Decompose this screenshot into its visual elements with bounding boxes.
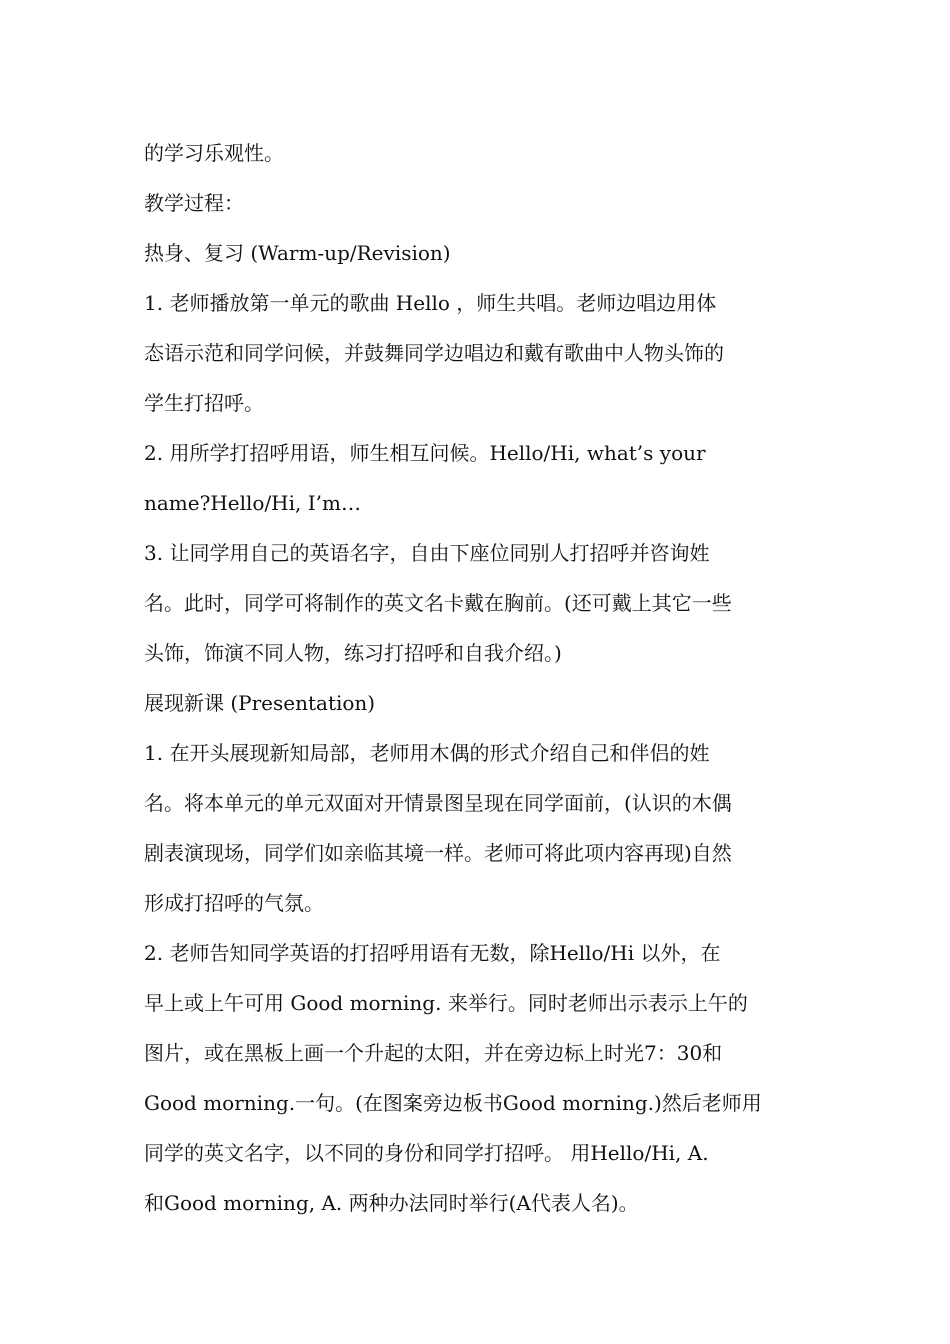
- text-line: 2. 用所学打招呼用语，师生相互问候。Hello/Hi, what’s your: [144, 441, 706, 465]
- text-line: 同学的英文名字，以不同的身份和同学打招呼。 用Hello/Hi, A.: [144, 1141, 709, 1165]
- text-line: 1. 在开头展现新知局部，老师用木偶的形式介绍自己和伴侣的姓: [144, 741, 710, 765]
- text-line: 学生打招呼。: [144, 391, 264, 415]
- section-heading: 教学过程：: [144, 191, 244, 215]
- text-line: 名。将本单元的单元双面对开情景图呈现在同学面前，(认识的木偶: [144, 791, 732, 815]
- text-line: 形成打招呼的气氛。: [144, 891, 324, 915]
- text-line: 1. 老师播放第一单元的歌曲 Hello ，师生共唱。老师边唱边用体: [144, 291, 717, 315]
- text-line: name?Hello/Hi, I’m…: [144, 491, 361, 515]
- text-line: 图片，或在黑板上画一个升起的太阳，并在旁边标上时光7：30和: [144, 1041, 723, 1065]
- text-line: 和Good morning, A. 两种办法同时举行(A代表人名)。: [144, 1191, 639, 1215]
- text-line: 3. 让同学用自己的英语名字，自由下座位同别人打招呼并咨询姓: [144, 541, 710, 565]
- document-body: [144, 128, 808, 1228]
- text-line: Good morning.一句。(在图案旁边板书Good morning.)然后老师用: [144, 1091, 762, 1115]
- text-line: 剧表演现场，同学们如亲临其境一样。老师可将此项内容再现)自然: [144, 841, 732, 865]
- text-line: 2. 老师告知同学英语的打招呼用语有无数，除Hello/Hi 以外，在: [144, 941, 721, 965]
- text-line: 态语示范和同学问候，并鼓舞同学边唱边和戴有歌曲中人物头饰的: [144, 341, 724, 365]
- section-heading: 热身、复习 (Warm-up/Revision): [144, 241, 451, 265]
- text-line: 名。此时，同学可将制作的英文名卡戴在胸前。(还可戴上其它一些: [144, 591, 732, 615]
- text-line: 的学习乐观性。: [144, 141, 284, 165]
- section-heading: 展现新课 (Presentation): [144, 691, 376, 715]
- text-line: 头饰，饰演不同人物，练习打招呼和自我介绍。): [144, 641, 562, 665]
- text-line: 早上或上午可用 Good morning. 来举行。同时老师出示表示上午的: [144, 991, 748, 1015]
